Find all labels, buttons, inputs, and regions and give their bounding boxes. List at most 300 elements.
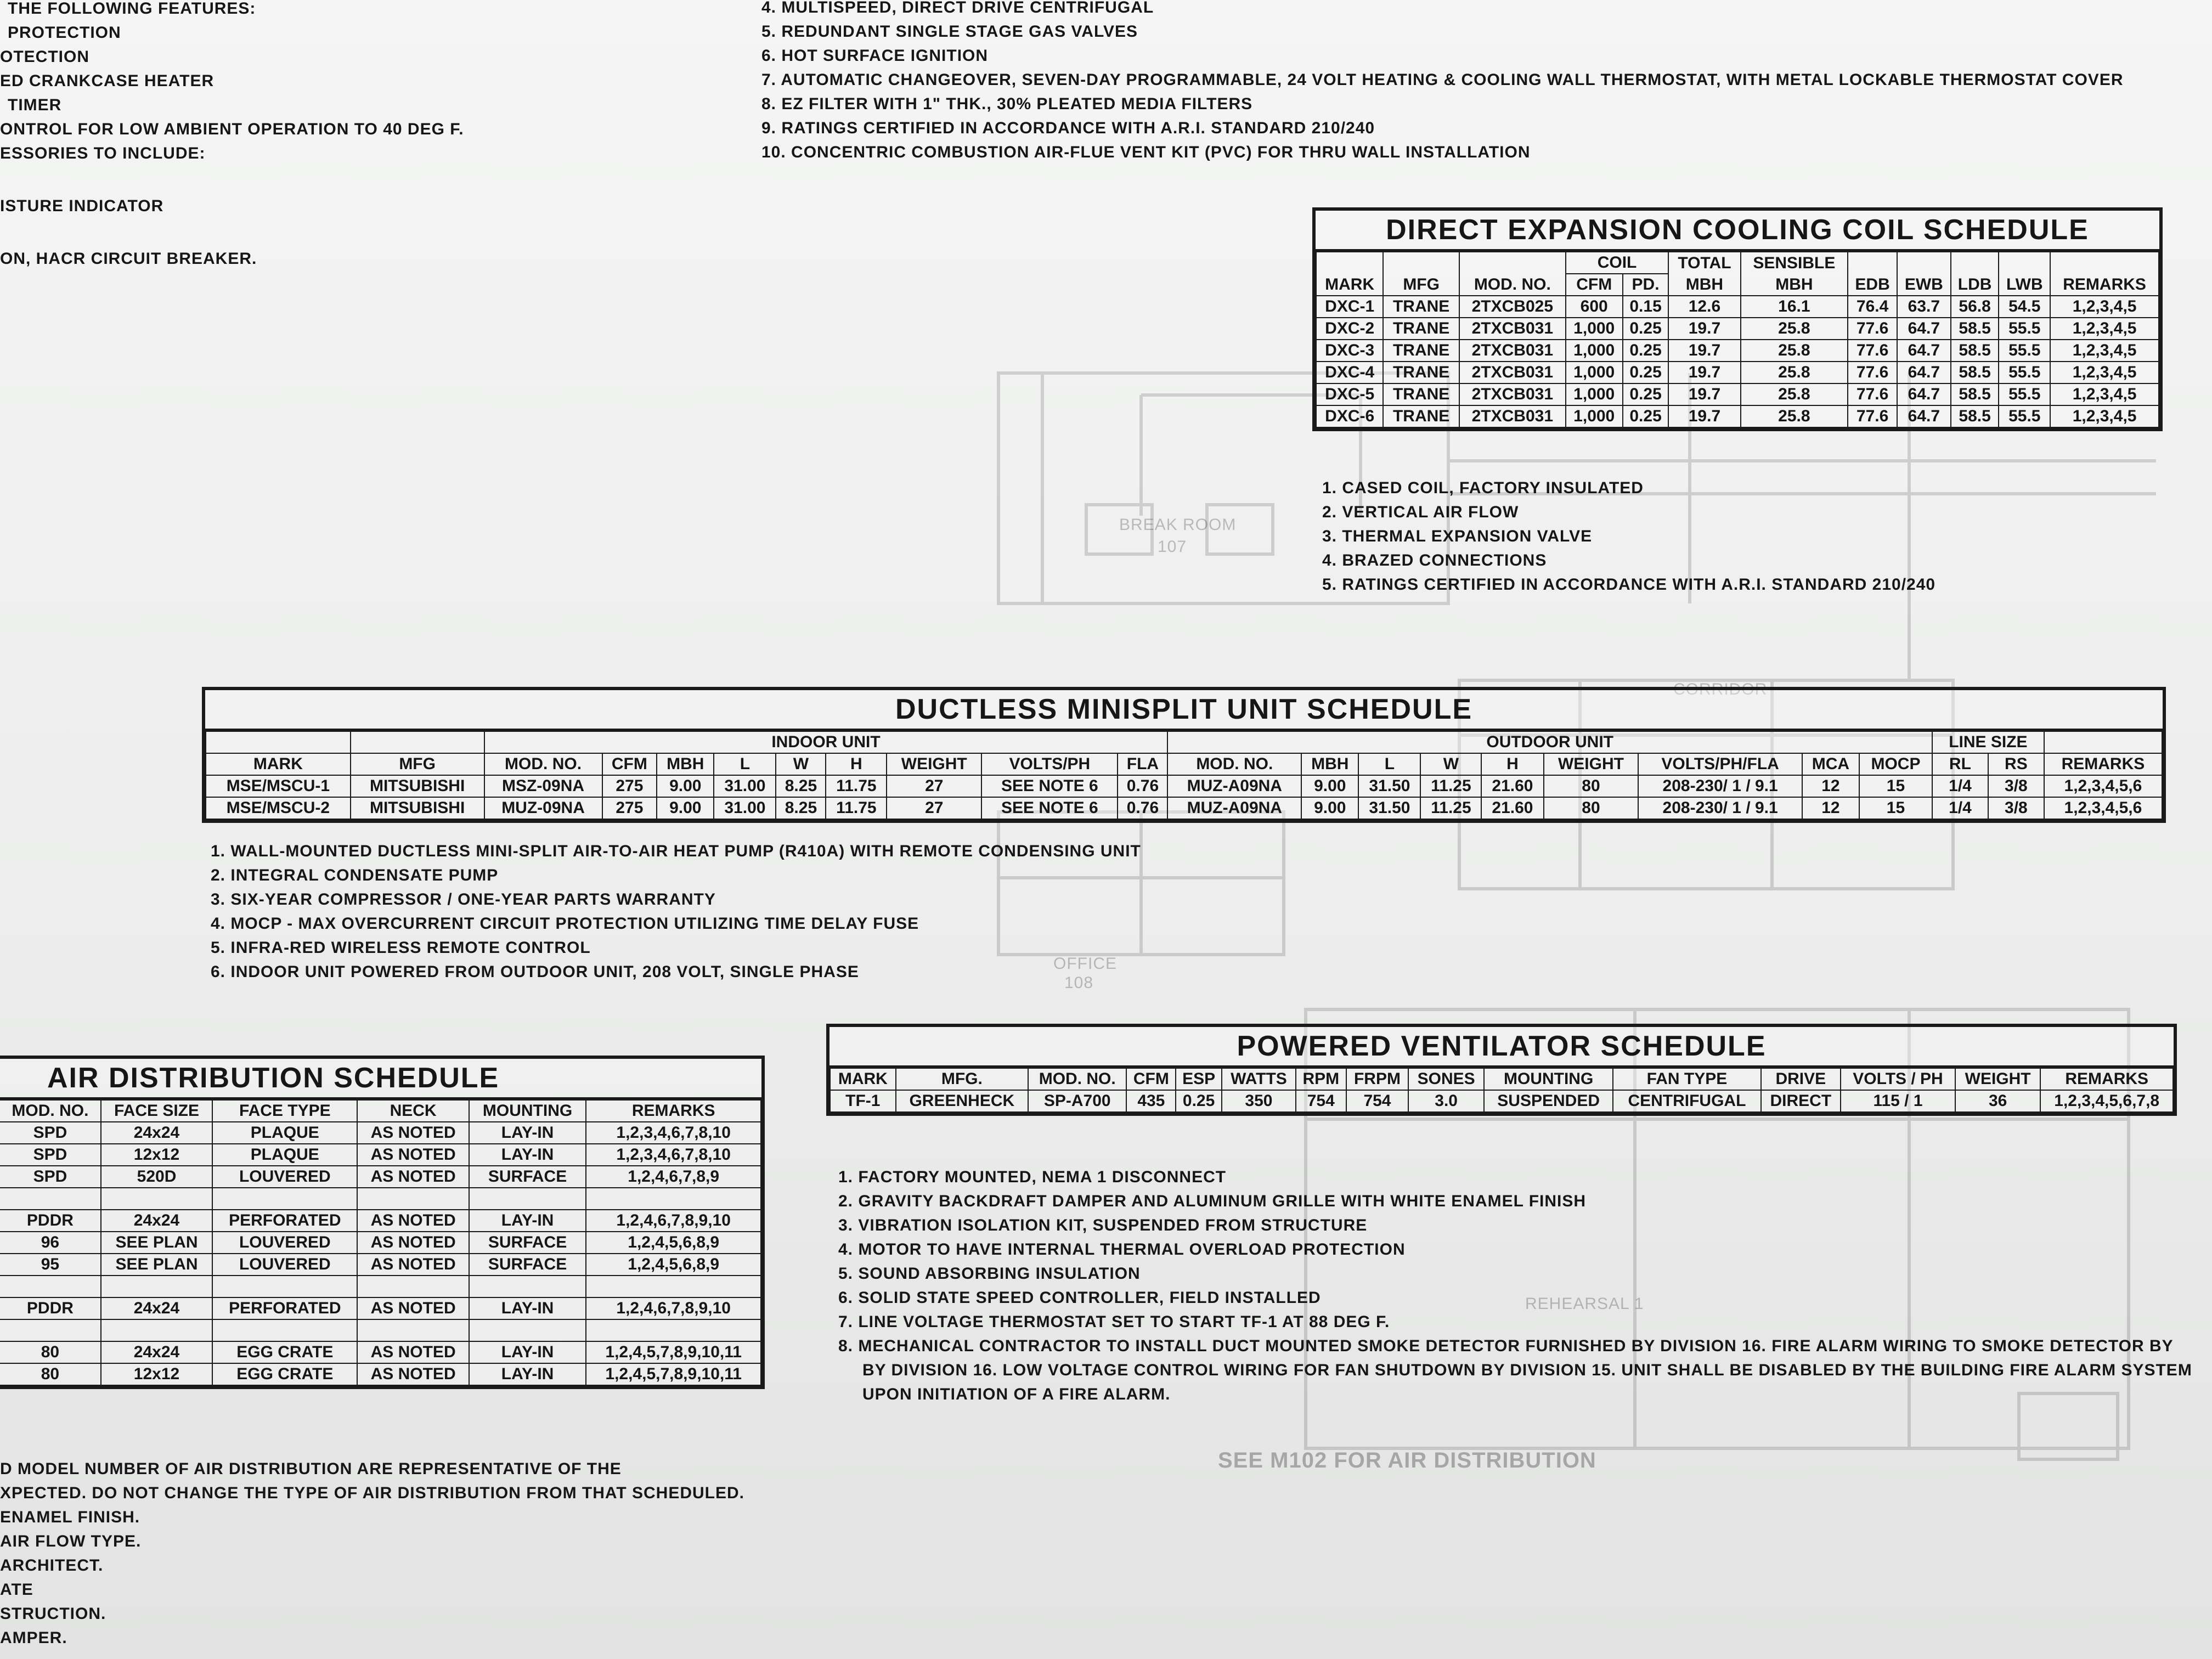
table-cell	[469, 1276, 586, 1297]
table-cell: 36	[1955, 1090, 2041, 1112]
note-line: AIR FLOW TYPE.	[0, 1532, 142, 1550]
column-header: FRPM	[1346, 1068, 1409, 1090]
column-header: RPM	[1296, 1068, 1346, 1090]
group-header-outdoor: OUTDOOR UNIT	[1167, 731, 1932, 753]
note-line: AMPER.	[0, 1629, 67, 1647]
furnace-notes	[761, 0, 2124, 165]
note-line: BY DIVISION 16. LOW VOLTAGE CONTROL WIRING FOR FAN SHUTDOWN BY DIVISION 15. UNIT SHALL BE DISABLED BY THE BUILDING FIRE ALARM SYSTEM	[862, 1361, 2192, 1379]
table-cell: 56.8	[1951, 296, 1999, 318]
table-cell: DXC-1	[1316, 296, 1383, 318]
table-row	[0, 1341, 761, 1363]
table-cell: 3/8	[1988, 797, 2044, 819]
table-cell: 19.7	[1668, 405, 1740, 427]
table-cell: LOUVERED	[212, 1166, 357, 1188]
note-line: XPECTED. DO NOT CHANGE THE TYPE OF AIR DISTRIBUTION FROM THAT SCHEDULED.	[0, 1484, 745, 1502]
table-cell: MITSUBISHI	[351, 797, 484, 819]
note-line: 5. RATINGS CERTIFIED IN ACCORDANCE WITH A.R.I. STANDARD 210/240	[1322, 575, 1936, 594]
table-cell: 19.7	[1668, 318, 1740, 340]
table-cell: TRANE	[1383, 383, 1459, 405]
column-header: RL	[1932, 753, 1988, 775]
column-header: REMARKS	[2044, 753, 2162, 775]
table-cell	[357, 1188, 469, 1210]
table-cell: 77.6	[1848, 383, 1897, 405]
table-cell: LOUVERED	[212, 1232, 357, 1254]
table-cell: 64.7	[1897, 318, 1951, 340]
table-cell: 12.6	[1668, 296, 1740, 318]
column-header: MOUNTING	[469, 1100, 586, 1122]
table-cell: LAY-IN	[469, 1210, 586, 1232]
table-cell: SEE PLAN	[101, 1232, 212, 1254]
note-line: 6. INDOOR UNIT POWERED FROM OUTDOOR UNIT, 208 VOLT, SINGLE PHASE	[211, 963, 859, 981]
table-cell: SEE NOTE 6	[981, 775, 1118, 797]
table-cell: AS NOTED	[357, 1232, 469, 1254]
table-cell: 55.5	[1999, 318, 2050, 340]
table-cell: 1,2,4,6,7,8,9,10	[586, 1210, 761, 1232]
column-header: REMARKS	[586, 1100, 761, 1122]
table-cell: 0.25	[1176, 1090, 1222, 1112]
column-header: VOLTS / PH	[1841, 1068, 1955, 1090]
table-cell: 1,000	[1566, 318, 1623, 340]
dx-table	[1316, 251, 2159, 428]
note-line: 4. BRAZED CONNECTIONS	[1322, 551, 1547, 569]
note-line: 1. CASED COIL, FACTORY INSULATED	[1322, 479, 1644, 497]
table-cell: PLAQUE	[212, 1144, 357, 1166]
column-header: VOLTS/PH/FLA	[1638, 753, 1802, 775]
table-cell: 1,2,3,4,6,7,8,10	[586, 1122, 761, 1144]
note-line: 9. RATINGS CERTIFIED IN ACCORDANCE WITH A.R.I. STANDARD 210/240	[761, 119, 1375, 137]
table-cell: 2TXCB025	[1459, 296, 1566, 318]
table-cell: SPD	[0, 1122, 101, 1144]
table-cell: 1,000	[1566, 405, 1623, 427]
table-cell: 24x24	[101, 1297, 212, 1319]
schedule-title: AIR DISTRIBUTION SCHEDULE	[0, 1059, 761, 1099]
table-row	[0, 1166, 761, 1188]
table-cell: 1,2,4,5,7,8,9,10,11	[586, 1363, 761, 1385]
table-row	[1316, 340, 2159, 362]
table-row	[0, 1254, 761, 1276]
note-line: 5. INFRA-RED WIRELESS REMOTE CONTROL	[211, 939, 591, 957]
ghost-label-office: OFFICE	[1053, 955, 1117, 973]
table-cell: DXC-4	[1316, 362, 1383, 383]
table-cell: LAY-IN	[469, 1297, 586, 1319]
table-cell: PERFORATED	[212, 1210, 357, 1232]
table-cell: MSE/MSCU-1	[206, 775, 351, 797]
table-row	[0, 1276, 761, 1297]
table-cell: 8.25	[776, 797, 826, 819]
table-cell: DIRECT	[1761, 1090, 1841, 1112]
table-cell: 2TXCB031	[1459, 383, 1566, 405]
group-header-indoor: INDOOR UNIT	[484, 731, 1168, 753]
column-header: MBH	[1668, 274, 1740, 296]
table-cell: 208-230/ 1 / 9.1	[1638, 775, 1802, 797]
table-cell: 58.5	[1951, 340, 1999, 362]
table-cell: 1/4	[1932, 797, 1988, 819]
table-cell: 1,2,3,4,5,6	[2044, 797, 2162, 819]
table-cell: MITSUBISHI	[351, 775, 484, 797]
note-line: ARCHITECT.	[0, 1556, 104, 1575]
minisplit-table	[205, 731, 2163, 820]
table-row	[0, 1210, 761, 1232]
table-cell: 11.25	[1420, 797, 1481, 819]
table-cell: 25.8	[1741, 340, 1848, 362]
table-cell: 350	[1222, 1090, 1296, 1112]
table-cell: 19.7	[1668, 362, 1740, 383]
table-row	[0, 1122, 761, 1144]
table-row	[0, 1319, 761, 1341]
table-cell: 64.7	[1897, 405, 1951, 427]
powered-ventilator-schedule	[826, 1024, 2177, 1116]
schedule-title: DUCTLESS MINISPLIT UNIT SCHEDULE	[205, 690, 2163, 731]
table-cell: 1,2,3,4,5,6,7,8	[2040, 1090, 2173, 1112]
table-cell: 0.15	[1623, 296, 1669, 318]
column-header: MFG	[1383, 274, 1459, 296]
table-cell: 96	[0, 1232, 101, 1254]
note-line: 5. SOUND ABSORBING INSULATION	[838, 1265, 1141, 1283]
table-cell: 1,2,4,5,6,8,9	[586, 1232, 761, 1254]
column-header: FAN TYPE	[1613, 1068, 1760, 1090]
column-header: H	[826, 753, 887, 775]
column-header: LDB	[1951, 274, 1999, 296]
table-cell: 80	[0, 1363, 101, 1385]
table-cell: 25.8	[1741, 405, 1848, 427]
table-cell: AS NOTED	[357, 1254, 469, 1276]
table-cell	[469, 1319, 586, 1341]
column-header: MOUNTING	[1484, 1068, 1613, 1090]
column-header: CFM	[1126, 1068, 1176, 1090]
column-header: MFG	[351, 753, 484, 775]
table-cell: 15	[1859, 775, 1932, 797]
note-line: STRUCTION.	[0, 1605, 106, 1623]
table-cell: 58.5	[1951, 318, 1999, 340]
table-cell: MUZ-09NA	[484, 797, 602, 819]
table-cell: 12x12	[101, 1144, 212, 1166]
table-cell: 25.8	[1741, 318, 1848, 340]
table-cell: 55.5	[1999, 405, 2050, 427]
note-line: 7. AUTOMATIC CHANGEOVER, SEVEN-DAY PROGRAMMABLE, 24 VOLT HEATING & COOLING WALL THERMOSTAT, WITH METAL LOCKABLE THERMOSTAT COVER	[761, 71, 2124, 89]
table-cell	[469, 1188, 586, 1210]
air-distribution-notes	[0, 1457, 744, 1650]
table-cell: DXC-6	[1316, 405, 1383, 427]
column-header: WEIGHT	[1544, 753, 1639, 775]
table-cell	[212, 1319, 357, 1341]
table-cell: MSE/MSCU-2	[206, 797, 351, 819]
table-cell: 31.00	[714, 775, 776, 797]
table-cell: 55.5	[1999, 362, 2050, 383]
table-cell: 1,2,4,5,7,8,9,10,11	[586, 1341, 761, 1363]
column-header: MARK	[830, 1068, 896, 1090]
column-header: REMARKS	[2050, 274, 2159, 296]
table-cell: 754	[1296, 1090, 1346, 1112]
table-cell: 1,000	[1566, 383, 1623, 405]
table-cell: 0.25	[1623, 340, 1669, 362]
ghost-label-corridor: CORRIDOR	[1673, 680, 1768, 698]
note-line: 4. MOCP - MAX OVERCURRENT CIRCUIT PROTECTION UTILIZING TIME DELAY FUSE	[211, 915, 919, 933]
table-cell: DXC-5	[1316, 383, 1383, 405]
table-cell: 21.60	[1481, 775, 1543, 797]
table-cell: 2TXCB031	[1459, 405, 1566, 427]
note-line: OTECTION	[0, 48, 89, 66]
table-cell: 19.7	[1668, 383, 1740, 405]
table-cell: 77.6	[1848, 318, 1897, 340]
table-cell: 0.25	[1623, 362, 1669, 383]
table-cell: 1,2,3,4,5	[2050, 318, 2159, 340]
table-row	[0, 1144, 761, 1166]
table-cell: 31.50	[1358, 797, 1420, 819]
table-cell: 24x24	[101, 1210, 212, 1232]
table-cell: LAY-IN	[469, 1122, 586, 1144]
column-header: H	[1481, 753, 1543, 775]
column-header: WATTS	[1222, 1068, 1296, 1090]
group-header-coil: COIL	[1566, 252, 1669, 274]
table-cell: TRANE	[1383, 296, 1459, 318]
table-cell: 80	[1544, 797, 1639, 819]
schedule-title: POWERED VENTILATOR SCHEDULE	[830, 1027, 2174, 1068]
table-cell: PERFORATED	[212, 1297, 357, 1319]
table-cell: TRANE	[1383, 405, 1459, 427]
table-cell	[357, 1319, 469, 1341]
table-cell: SPD	[0, 1166, 101, 1188]
table-cell: 2TXCB031	[1459, 362, 1566, 383]
header-row	[0, 1100, 761, 1122]
table-cell: 208-230/ 1 / 9.1	[1638, 797, 1802, 819]
table-cell: PLAQUE	[212, 1122, 357, 1144]
note-line: 3. THERMAL EXPANSION VALVE	[1322, 527, 1593, 545]
table-row	[0, 1232, 761, 1254]
table-row	[1316, 296, 2159, 318]
table-cell: 2TXCB031	[1459, 318, 1566, 340]
table-cell	[101, 1188, 212, 1210]
table-cell: 11.75	[826, 797, 887, 819]
schedule-title: DIRECT EXPANSION COOLING COIL SCHEDULE	[1316, 211, 2159, 251]
table-cell: 0.76	[1118, 775, 1167, 797]
table-cell: 11.75	[826, 775, 887, 797]
column-header: WEIGHT	[887, 753, 981, 775]
column-header: MOD. NO.	[484, 753, 602, 775]
table-cell: 1,2,3,4,5	[2050, 362, 2159, 383]
table-cell: 275	[602, 775, 657, 797]
table-cell: 0.76	[1118, 797, 1167, 819]
column-header: PD.	[1623, 274, 1669, 296]
note-line: ATE	[0, 1581, 33, 1599]
table-cell: 1,2,3,4,5	[2050, 383, 2159, 405]
column-header: WEIGHT	[1955, 1068, 2041, 1090]
column-header: FLA	[1118, 753, 1167, 775]
table-cell: 64.7	[1897, 383, 1951, 405]
dx-notes	[1322, 476, 1936, 597]
table-cell: 55.5	[1999, 383, 2050, 405]
table-cell: SEE NOTE 6	[981, 797, 1118, 819]
ghost-label-room-107: 107	[1158, 538, 1187, 556]
note-line: 5. REDUNDANT SINGLE STAGE GAS VALVES	[761, 22, 1138, 41]
column-header: SONES	[1408, 1068, 1484, 1090]
column-header: ESP	[1176, 1068, 1222, 1090]
table-cell: 77.6	[1848, 340, 1897, 362]
column-header: MOD. NO.	[1459, 274, 1566, 296]
table-cell: 27	[887, 775, 981, 797]
table-cell: LAY-IN	[469, 1144, 586, 1166]
table-cell: CENTRIFUGAL	[1613, 1090, 1760, 1112]
table-cell: 31.50	[1358, 775, 1420, 797]
table-cell: 77.6	[1848, 405, 1897, 427]
table-cell: 77.6	[1848, 362, 1897, 383]
table-cell: 12	[1802, 775, 1859, 797]
table-cell: 115 / 1	[1841, 1090, 1955, 1112]
table-row	[1316, 362, 2159, 383]
table-cell: 80	[1544, 775, 1639, 797]
column-header: MCA	[1802, 753, 1859, 775]
air-distribution-schedule	[0, 1056, 765, 1389]
table-row	[1316, 405, 2159, 427]
column-header: W	[776, 753, 826, 775]
column-header: MFG.	[896, 1068, 1028, 1090]
table-cell: LOUVERED	[212, 1254, 357, 1276]
table-cell: TRANE	[1383, 340, 1459, 362]
table-cell: 58.5	[1951, 405, 1999, 427]
column-header: W	[1420, 753, 1481, 775]
table-cell: 3.0	[1408, 1090, 1484, 1112]
table-cell: 21.60	[1481, 797, 1543, 819]
top-left-notes	[0, 0, 464, 271]
note-line: 8. MECHANICAL CONTRACTOR TO INSTALL DUCT MOUNTED SMOKE DETECTOR FURNISHED BY DIVISION 16. FIRE ALARM WIRING TO SMOKE DETECTOR BY	[838, 1337, 2174, 1355]
table-cell: MSZ-09NA	[484, 775, 602, 797]
table-cell: LAY-IN	[469, 1363, 586, 1385]
column-header: CFM	[1566, 274, 1623, 296]
note-line: ESSORIES TO INCLUDE:	[0, 144, 206, 162]
table-cell: 15	[1859, 797, 1932, 819]
note-line: 7. LINE VOLTAGE THERMOSTAT SET TO START TF-1 AT 88 DEG F.	[838, 1313, 1390, 1331]
column-header: L	[1358, 753, 1420, 775]
note-line: TIMER	[8, 96, 62, 114]
table-row	[206, 797, 2162, 819]
column-header: EWB	[1897, 274, 1951, 296]
table-cell: 9.00	[657, 775, 714, 797]
table-cell: 1,000	[1566, 340, 1623, 362]
column-header: FACE SIZE	[101, 1100, 212, 1122]
table-cell	[586, 1188, 761, 1210]
table-cell: SURFACE	[469, 1254, 586, 1276]
column-header: MARK	[206, 753, 351, 775]
table-cell: 58.5	[1951, 383, 1999, 405]
table-cell: AS NOTED	[357, 1297, 469, 1319]
note-line: UPON INITIATION OF A FIRE ALARM.	[862, 1385, 1171, 1403]
table-cell: 0.25	[1623, 318, 1669, 340]
table-cell	[0, 1188, 101, 1210]
table-cell: 64.7	[1897, 340, 1951, 362]
table-cell: 2TXCB031	[1459, 340, 1566, 362]
note-line: 8. EZ FILTER WITH 1" THK., 30% PLEATED MEDIA FILTERS	[761, 95, 1253, 113]
table-cell: PDDR	[0, 1297, 101, 1319]
note-line: 2. GRAVITY BACKDRAFT DAMPER AND ALUMINUM GRILLE WITH WHITE ENAMEL FINISH	[838, 1192, 1587, 1210]
ghost-label-air-distribution-ref: SEE M102 FOR AIR DISTRIBUTION	[1218, 1448, 1596, 1472]
table-cell: 1,2,3,4,5,6	[2044, 775, 2162, 797]
table-cell: AS NOTED	[357, 1166, 469, 1188]
table-cell	[101, 1319, 212, 1341]
table-row	[0, 1297, 761, 1319]
table-cell: AS NOTED	[357, 1341, 469, 1363]
table-cell: TRANE	[1383, 318, 1459, 340]
column-header: MBH	[657, 753, 714, 775]
table-cell: SEE PLAN	[101, 1254, 212, 1276]
table-row	[0, 1188, 761, 1210]
table-cell: 11.25	[1420, 775, 1481, 797]
group-header-sensible: SENSIBLE	[1741, 252, 1848, 274]
note-line: 4. MOTOR TO HAVE INTERNAL THERMAL OVERLOAD PROTECTION	[838, 1240, 1406, 1259]
table-cell	[0, 1319, 101, 1341]
table-cell: 80	[0, 1341, 101, 1363]
table-cell: DXC-2	[1316, 318, 1383, 340]
table-cell: 1,2,3,4,5	[2050, 296, 2159, 318]
note-line: PROTECTION	[8, 24, 121, 42]
header-row	[1316, 274, 2159, 296]
table-cell: 520D	[101, 1166, 212, 1188]
table-cell: 31.00	[714, 797, 776, 819]
table-cell: LAY-IN	[469, 1341, 586, 1363]
table-cell: 435	[1126, 1090, 1176, 1112]
table-cell: 1,2,3,4,5	[2050, 340, 2159, 362]
group-header-total: TOTAL	[1668, 252, 1740, 274]
ghost-label-room-108: 108	[1064, 974, 1094, 992]
note-line: 2. VERTICAL AIR FLOW	[1322, 503, 1519, 521]
note-line: 2. INTEGRAL CONDENSATE PUMP	[211, 866, 499, 884]
table-cell: DXC-3	[1316, 340, 1383, 362]
table-cell: EGG CRATE	[212, 1341, 357, 1363]
column-header: L	[714, 753, 776, 775]
column-header: DRIVE	[1761, 1068, 1841, 1090]
table-cell: 754	[1346, 1090, 1409, 1112]
ghost-label-break-room: BREAK ROOM	[1119, 516, 1237, 534]
ventilator-notes	[838, 1165, 2192, 1407]
table-cell: 16.1	[1741, 296, 1848, 318]
table-cell: AS NOTED	[357, 1363, 469, 1385]
table-cell: 24x24	[101, 1122, 212, 1144]
table-cell: 3/8	[1988, 775, 2044, 797]
note-line: ONTROL FOR LOW AMBIENT OPERATION TO 40 DEG F.	[0, 120, 464, 138]
column-header: FACE TYPE	[212, 1100, 357, 1122]
ghost-label-rehearsal: REHEARSAL 1	[1525, 1295, 1644, 1313]
table-cell	[357, 1276, 469, 1297]
table-cell: 0.25	[1623, 383, 1669, 405]
table-cell: 95	[0, 1254, 101, 1276]
table-cell: SPD	[0, 1144, 101, 1166]
table-cell: SUSPENDED	[1484, 1090, 1613, 1112]
note-line: ENAMEL FINISH.	[0, 1508, 140, 1526]
column-header: MOD. NO.	[0, 1100, 101, 1122]
table-cell: 63.7	[1897, 296, 1951, 318]
table-cell: 1,2,3,4,6,7,8,10	[586, 1144, 761, 1166]
table-cell: AS NOTED	[357, 1210, 469, 1232]
table-cell: 9.00	[657, 797, 714, 819]
table-cell	[101, 1276, 212, 1297]
column-header: CFM	[602, 753, 657, 775]
table-cell: 9.00	[1301, 797, 1358, 819]
table-cell: 25.8	[1741, 383, 1848, 405]
table-cell: 275	[602, 797, 657, 819]
table-cell: 55.5	[1999, 340, 2050, 362]
table-row	[1316, 383, 2159, 405]
ventilator-table	[830, 1068, 2174, 1113]
table-cell: 24x24	[101, 1341, 212, 1363]
column-header: NECK	[357, 1100, 469, 1122]
column-header: LWB	[1999, 274, 2050, 296]
table-cell	[212, 1276, 357, 1297]
table-cell: 8.25	[776, 775, 826, 797]
table-cell: PDDR	[0, 1210, 101, 1232]
note-line: 4. MULTISPEED, DIRECT DRIVE CENTRIFUGAL	[761, 0, 1154, 16]
note-line: 3. SIX-YEAR COMPRESSOR / ONE-YEAR PARTS WARRANTY	[211, 890, 716, 909]
table-cell: 12	[1802, 797, 1859, 819]
column-header: RS	[1988, 753, 2044, 775]
table-cell: 1/4	[1932, 775, 1988, 797]
